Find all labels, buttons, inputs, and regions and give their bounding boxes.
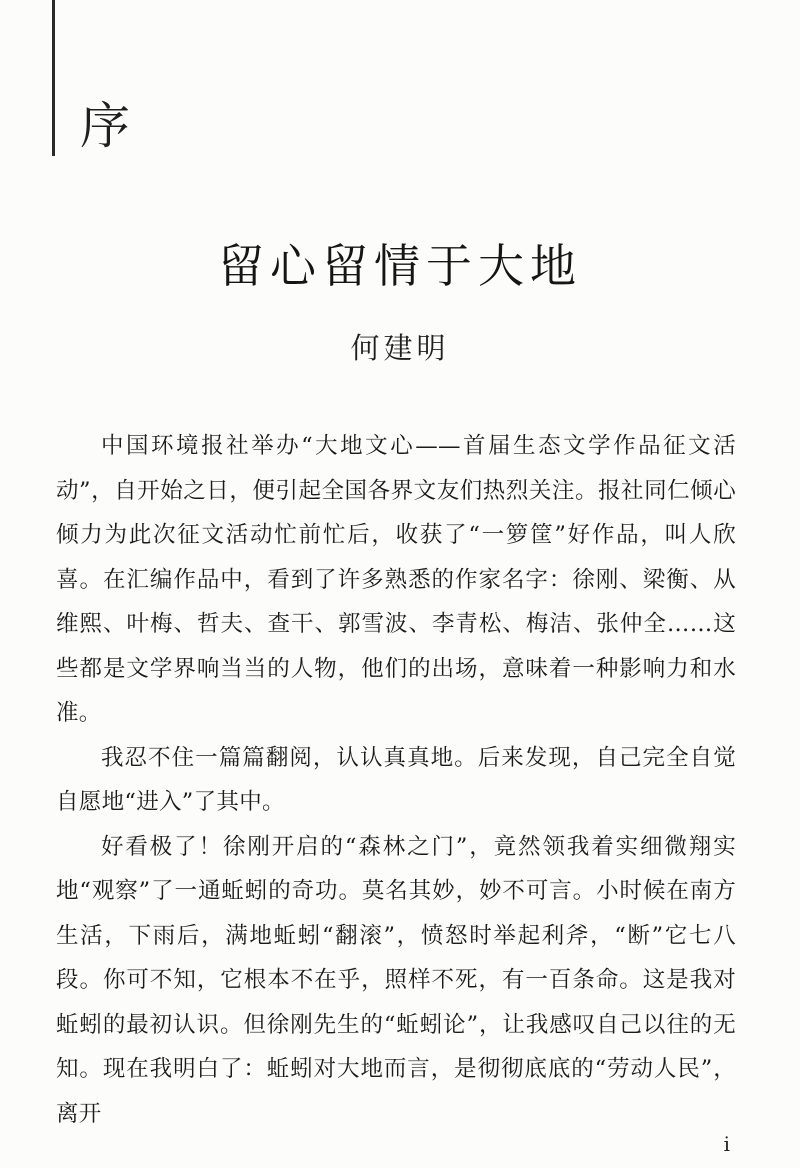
paragraph: 我忍不住一篇篇翻阅，认认真真地。后来发现，自己完全自觉自愿地“进入”了其中。 <box>56 744 736 815</box>
paragraph: 中国环境报社举办“大地文心——首届生态文学作品征文活动”，自开始之日，便引起全国各界文友们热烈关注。报社同仁倾心倾力为此次征文活动忙前忙后，收获了“一箩筐”好作品，叫人欣喜。在汇编作品中，看到了许多熟悉的作家名字：徐刚、梁衡、从维熙、叶梅、哲夫、查干、郭雪波、李青松、梅洁、张仲全……这些都是文学界响当当的人物，他们的出场，意味着一种影响力和水准。 <box>56 433 736 726</box>
section-label: 序 <box>80 97 130 155</box>
section-divider-rule <box>52 0 55 156</box>
article-body <box>56 424 736 1136</box>
page-number: i <box>723 1132 730 1156</box>
article-title: 留心留情于大地 <box>218 239 582 293</box>
article-author: 何建明 <box>350 331 450 365</box>
paragraph: 好看极了！徐刚开启的“森林之门”，竟然领我着实细微翔实地“观察”了一通蚯蚓的奇功。莫名其妙，妙不可言。小时候在南方生活，下雨后，满地蚯蚓“翻滚”，愤怒时举起利斧，“断”它七八段。你可不知，它根本不在乎，照样不死，有一百条命。这是我对蚯蚓的最初认识。但徐刚先生的“蚯蚓论”，让我感叹自己以往的无知。现在我明白了：蚯蚓对大地而言，是彻彻底底的“劳动人民”，离开 <box>56 833 736 1127</box>
